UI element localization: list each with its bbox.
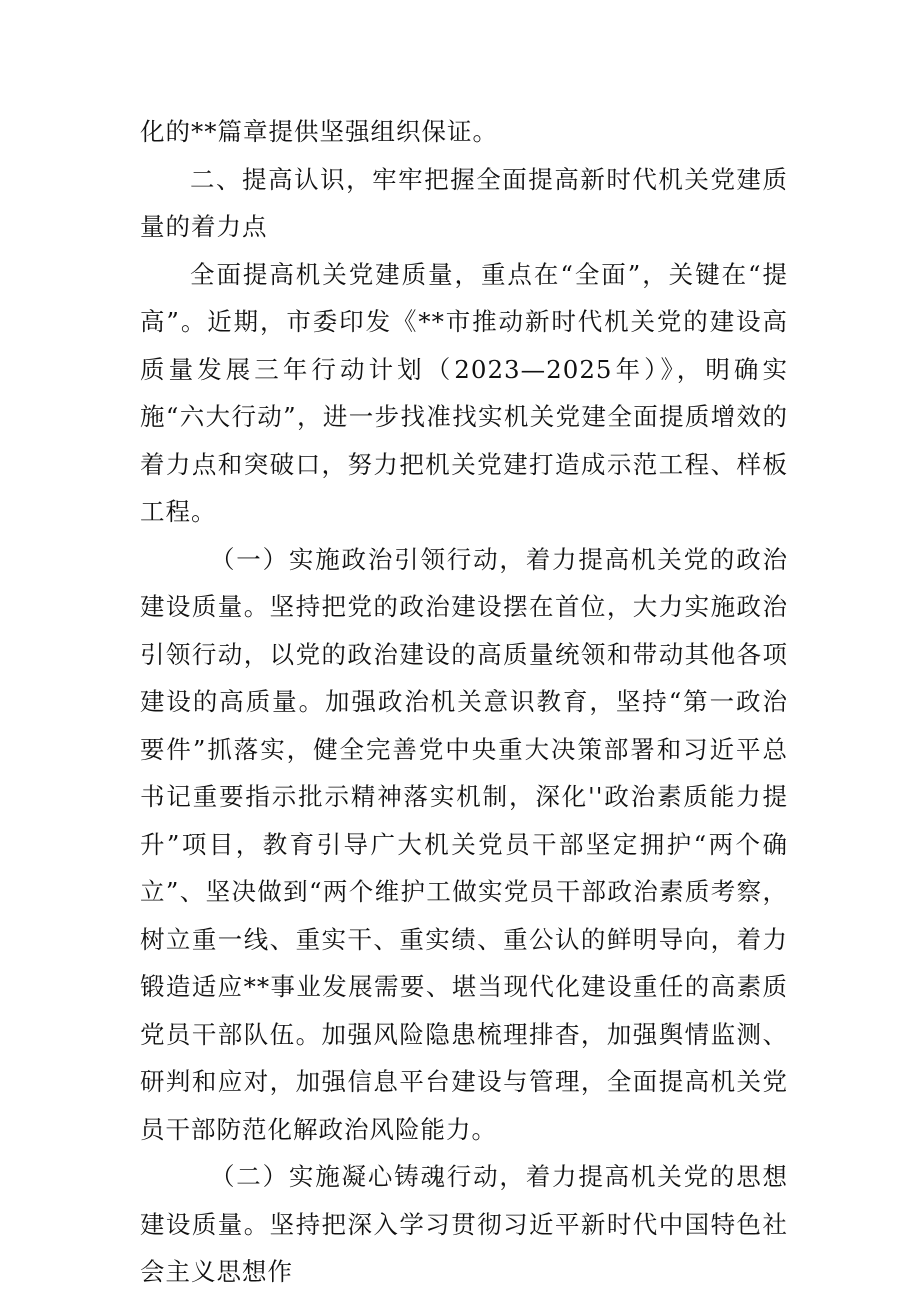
document-page xyxy=(140,108,788,1296)
paragraph-subsection-1: （一）实施政治引领行动，着力提高机关党的政治建设质量。坚持把党的政治建设摆在首位，大力实施政治引领行动，以党的政治建设的高质量统领和带动其他各项建设的高质量。加强政治机关意识教育，坚持“第一政治要件”抓落实，健全完善党中央重大决策部署和习近平总书记重要指示批示精神落实机制，深化''政治素质能力提升”项目，教育引导广大机关党员干部坚定拥护“两个确立”、坚决做到“两个维护工做实党员干部政治素质考察，树立重一线、重实干、重实绩、重公认的鲜明导向，着力锻造适应**事业发展需要、堪当现代化建设重任的高素质党员干部队伍。加强风险隐患梳理排杳，加强舆情监测、研判和应对，加强信息平台建设与管理，全面提高机关党员干部防范化解政治风险能力。 xyxy=(140,544,788,1144)
paragraph-continuation: 化的**篇章提供坚强组织保证。 xyxy=(140,117,498,146)
paragraph-subsection-2: （二）实施凝心铸魂行动，着力提高机关党的思想建设质量。坚持把深入学习贯彻习近平新时代中国特色社会主义思想作 xyxy=(140,1162,788,1286)
paragraph-intro: 全面提高机关党建质量，重点在“全面”，关键在“提高”。近期，市委印发《**市推动新时代机关党的建设高质量发展三年行动计划（2023—2025年）》，明确实施“六大行动”，进一步找准找实机关党建全面提质增效的着力点和突破口，努力把机关党建打造成示范工程、样板工程。 xyxy=(140,259,788,526)
section-heading: 二、提高认识，牢牢把握全面提高新时代机关党建质量的着力点 xyxy=(140,164,788,241)
